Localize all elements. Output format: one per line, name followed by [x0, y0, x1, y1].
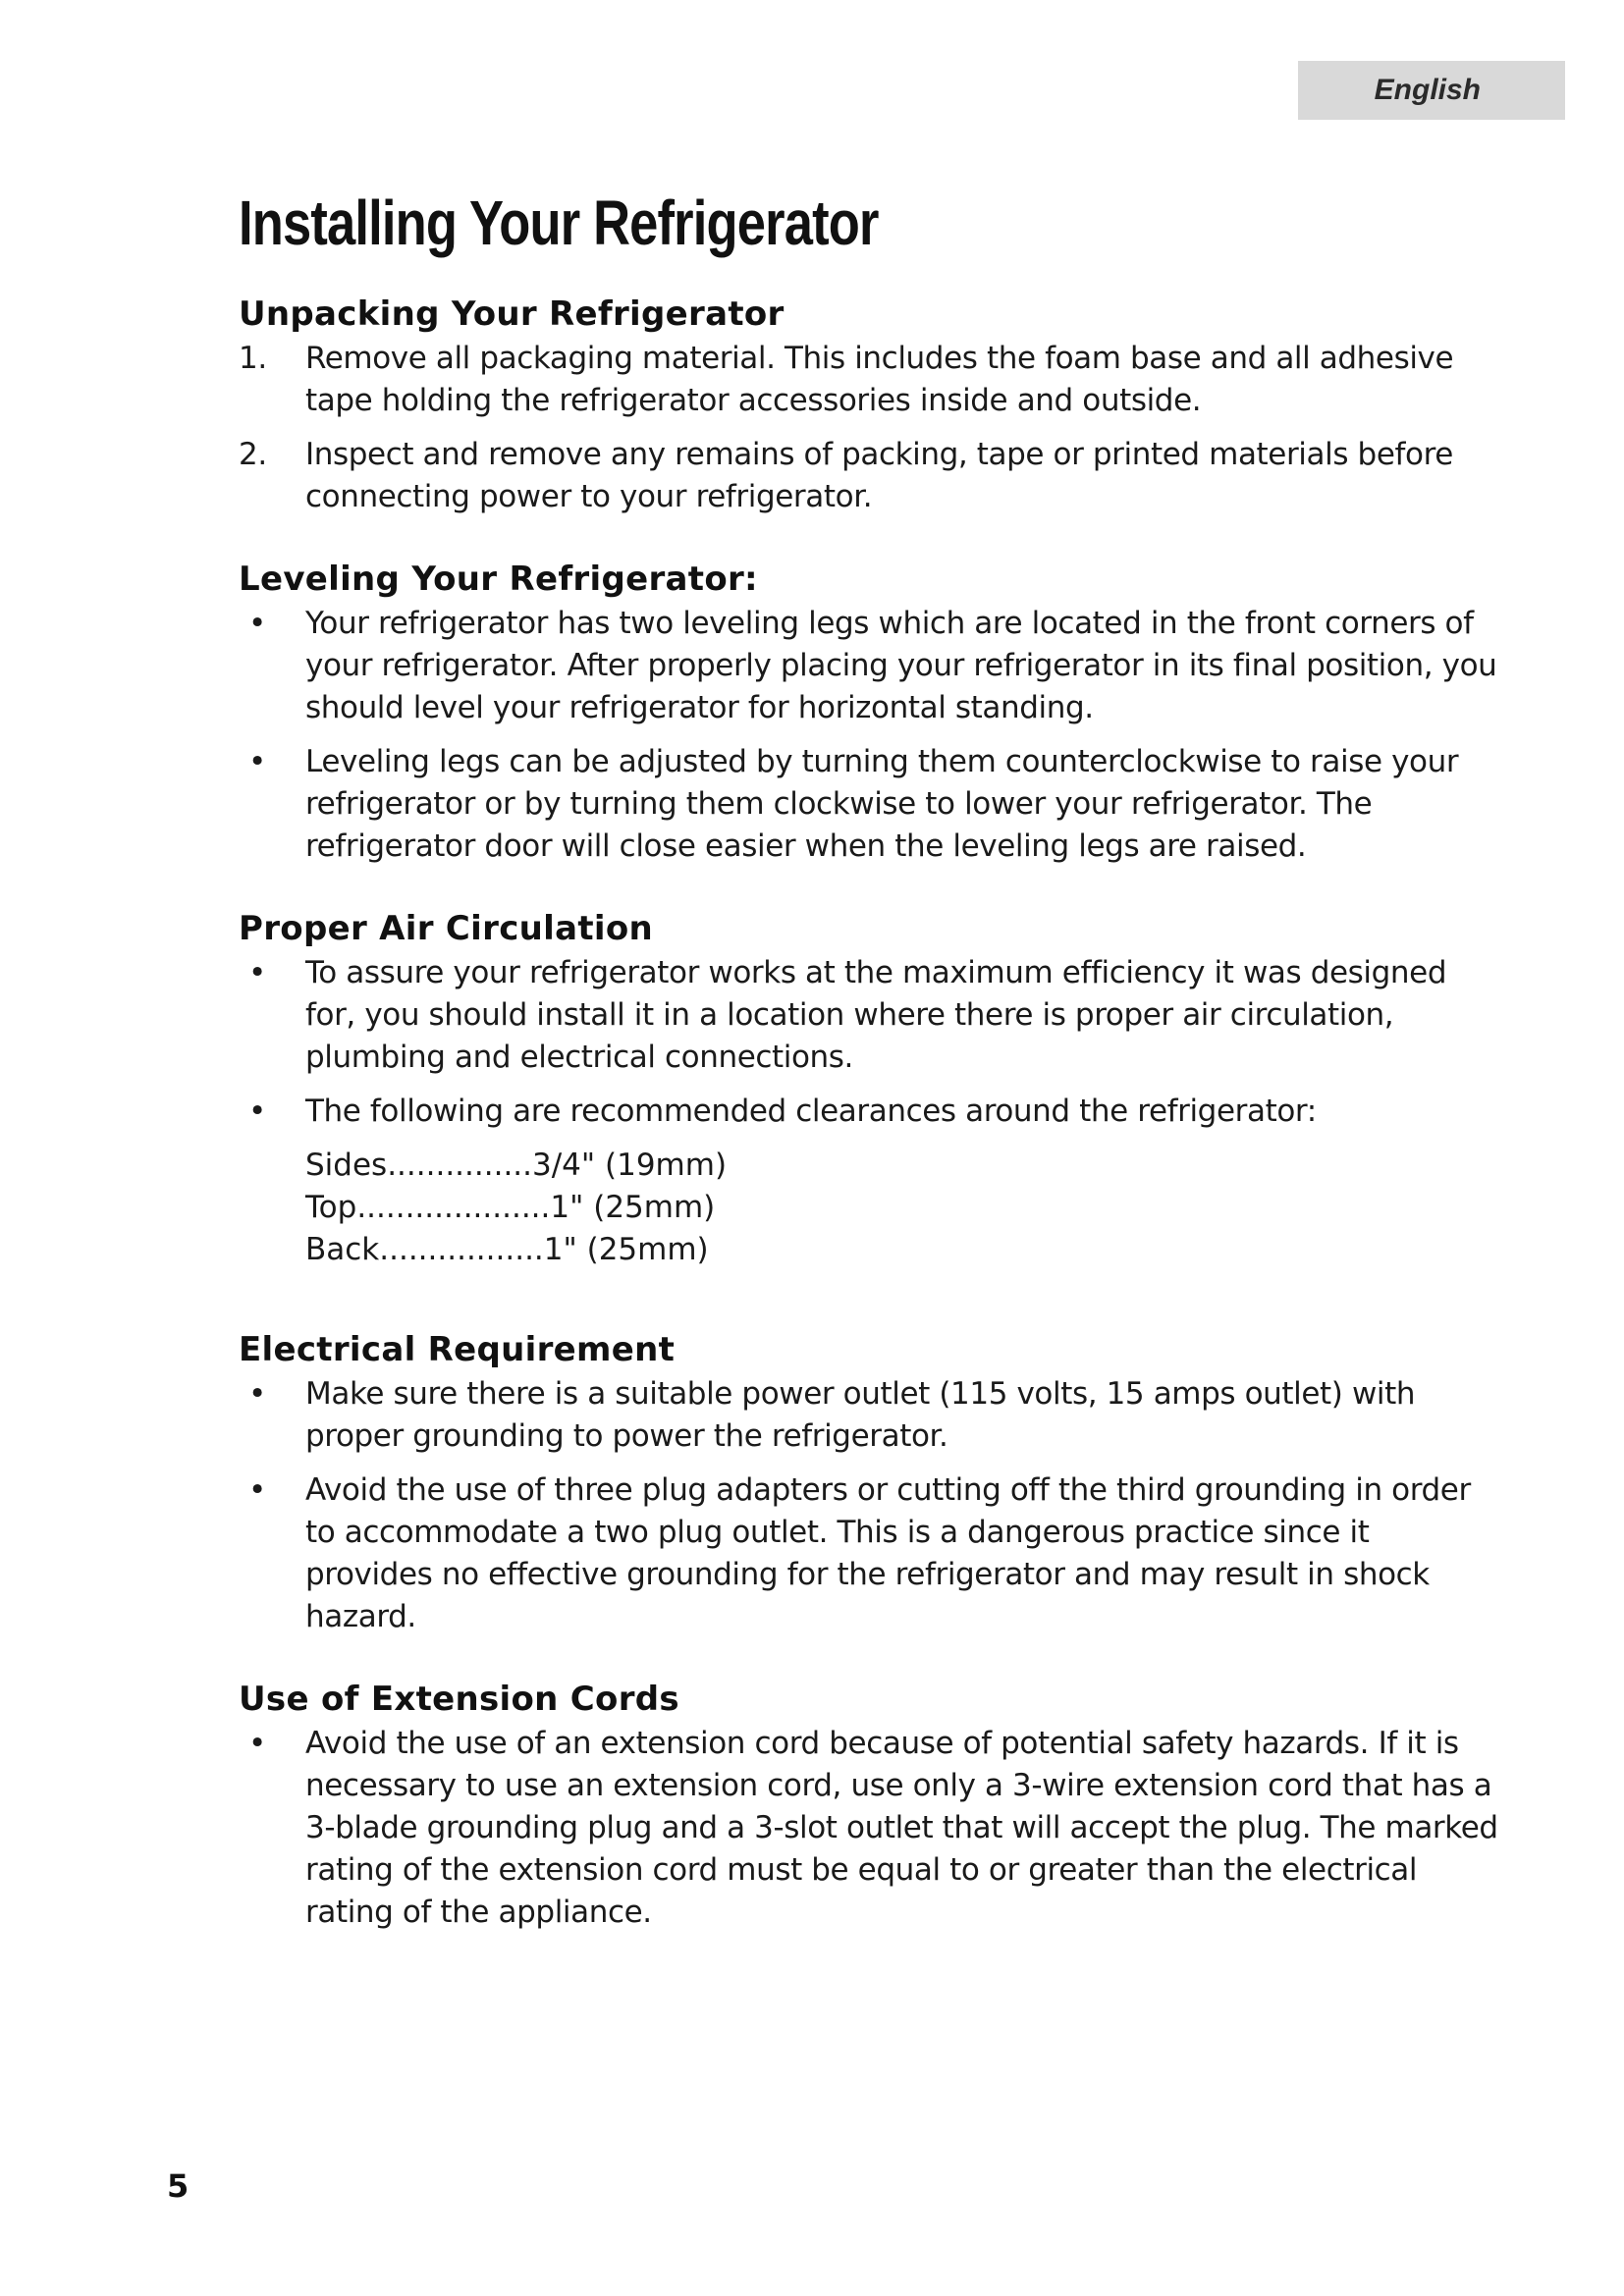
section-air-circulation — [239, 907, 1505, 1271]
list-item-text: Avoid the use of three plug adapters or cutting off the third grounding in order to accommodate a two plug outlet. This is a dangerous practice since it provides no effective grounding for the refrigerator and may result in shock hazard. — [305, 1472, 1471, 1634]
list-item-text: Remove all packaging material. This includes the foam base and all adhesive tape holding the refrigerator accessories inside and outside. — [305, 341, 1454, 418]
bullet-marker: • — [248, 1376, 266, 1412]
list-item — [239, 1091, 1505, 1133]
list-item-text: Leveling legs can be adjusted by turning them counterclockwise to raise your refrigerator or by turning them clockwise to lower your refrigerator. The refrigerator door will close easier when the leveling legs are raised. — [305, 744, 1459, 864]
section-leveling — [239, 558, 1505, 868]
list-marker: 2. — [239, 437, 267, 472]
list-item — [239, 1469, 1505, 1638]
list-item-text: Your refrigerator has two leveling legs which are located in the front corners of your refrigerator. After properly placing your refrigerator in its final position, you should level your refrigerator for horizontal standing. — [305, 606, 1497, 725]
bullet-marker: • — [248, 1094, 266, 1129]
list-item — [239, 434, 1505, 518]
section-extension-cords — [239, 1678, 1505, 1934]
document-body — [239, 293, 1505, 1946]
section-heading: Use of Extension Cords — [239, 1680, 679, 1719]
bullet-marker: • — [248, 606, 266, 641]
bullet-marker: • — [248, 744, 266, 779]
section-heading: Electrical Requirement — [239, 1330, 676, 1369]
section-unpacking — [239, 293, 1505, 518]
section-heading: Unpacking Your Refrigerator — [239, 294, 785, 334]
list-item — [239, 603, 1505, 729]
clearance-top: Top....................1" (25mm) — [305, 1190, 716, 1225]
clearance-back: Back.................1" (25mm) — [305, 1232, 709, 1267]
section-heading: Leveling Your Refrigerator: — [239, 560, 758, 599]
list-item — [239, 952, 1505, 1079]
bullet-marker: • — [248, 1472, 266, 1508]
list-item — [239, 338, 1505, 422]
section-heading: Proper Air Circulation — [239, 909, 654, 948]
list-item — [239, 1373, 1505, 1458]
list-item — [239, 741, 1505, 868]
section-electrical — [239, 1328, 1505, 1638]
bullet-marker: • — [248, 955, 266, 990]
clearance-list — [305, 1145, 1505, 1271]
list-item-text: The following are recommended clearances around the refrigerator: — [305, 1094, 1317, 1129]
list-item-text: Make sure there is a suitable power outlet (115 volts, 15 amps outlet) with proper grounding to power the refrigerator. — [305, 1376, 1416, 1454]
language-tab: English — [1298, 61, 1565, 120]
page-number: 5 — [167, 2167, 189, 2205]
list-item — [239, 1723, 1505, 1934]
list-item-text: Avoid the use of an extension cord because of potential safety hazards. If it is necessary to use an extension cord, use only a 3-wire extension cord that has a 3-blade grounding plug and a 3-slot outlet that will accept the plug. The marked rating of the extension cord must be equal to or greater than the electrical rating of the appliance. — [305, 1726, 1498, 1930]
list-marker: 1. — [239, 341, 267, 376]
bullet-marker: • — [248, 1726, 266, 1761]
list-item-text: Inspect and remove any remains of packing, tape or printed materials before connecting power to your refrigerator. — [305, 437, 1453, 514]
page-title: Installing Your Refrigerator — [239, 187, 879, 258]
list-item-text: To assure your refrigerator works at the maximum efficiency it was designed for, you should install it in a location where there is proper air circulation, plumbing and electrical connections. — [305, 955, 1447, 1075]
clearance-sides: Sides...............3/4" (19mm) — [305, 1148, 728, 1183]
